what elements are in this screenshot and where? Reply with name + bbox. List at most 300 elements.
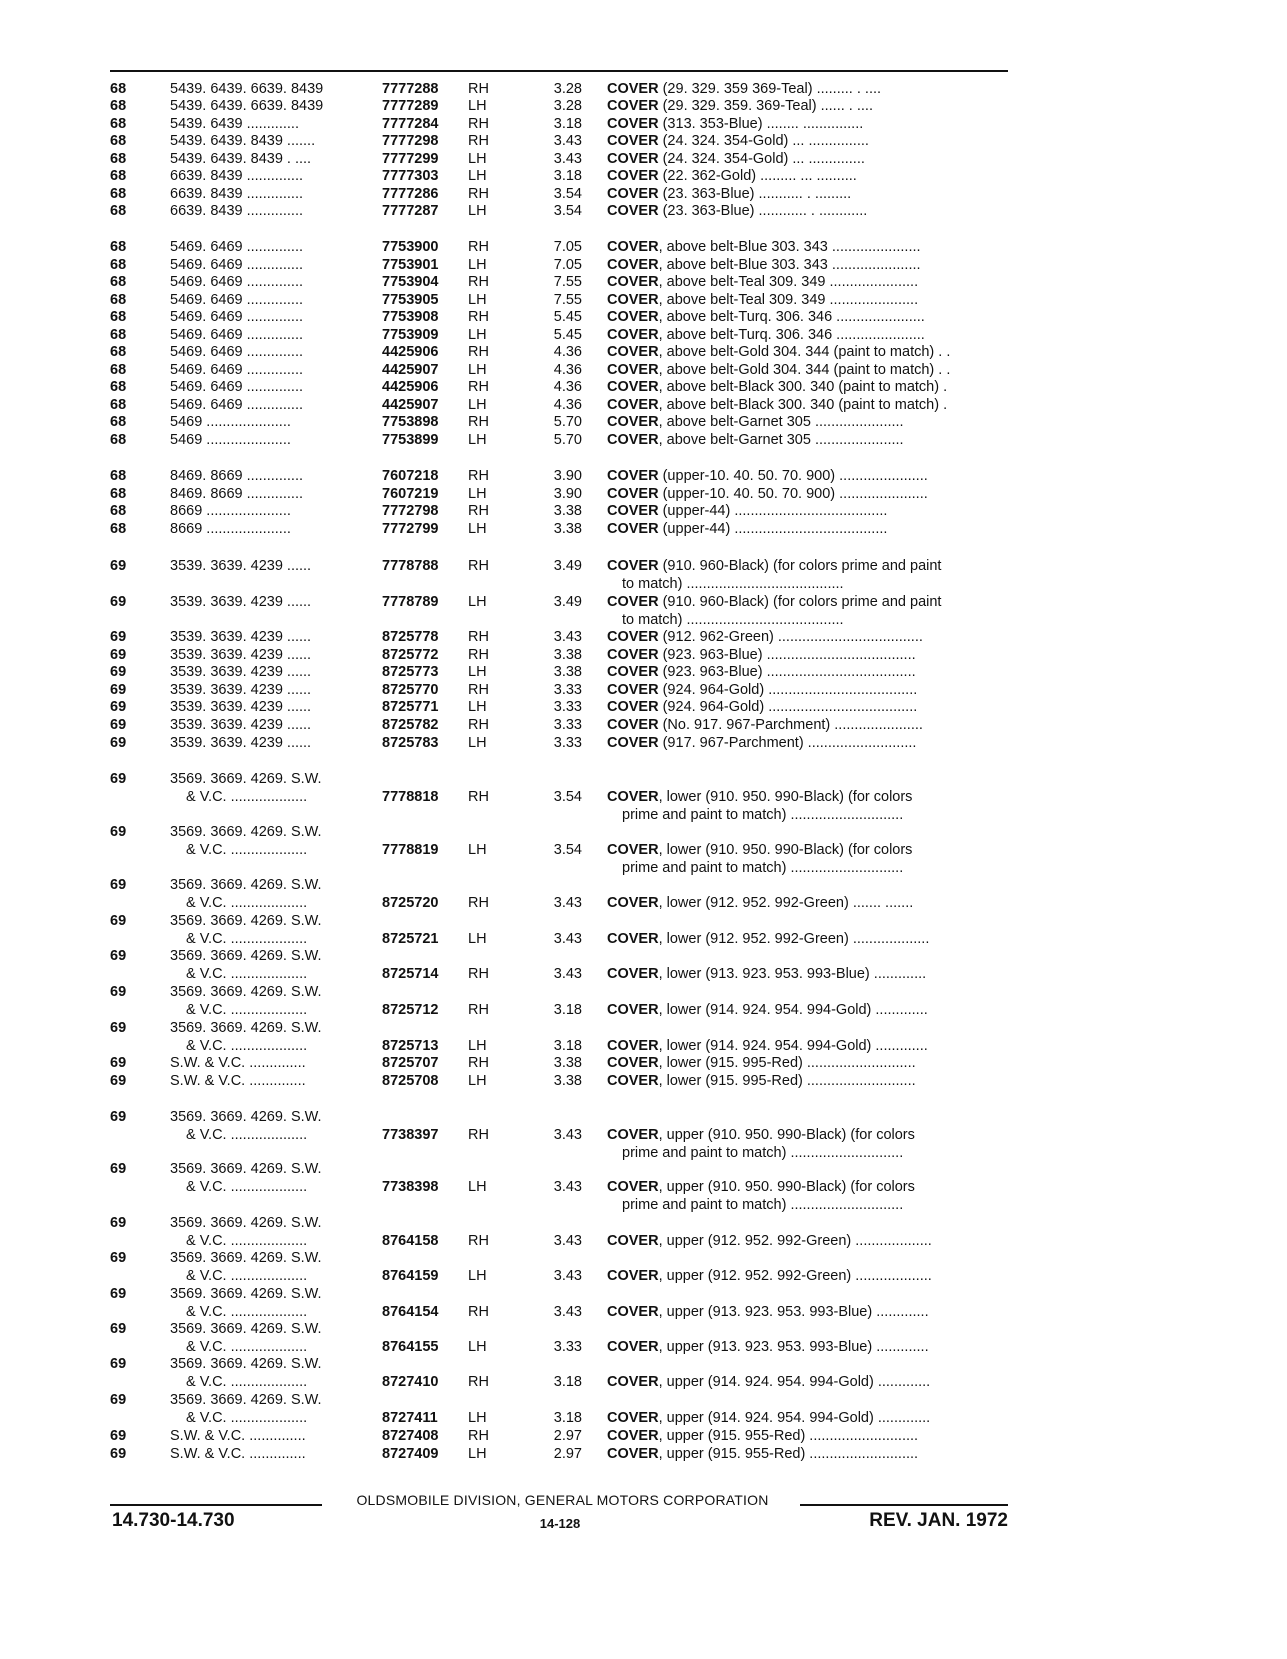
side-indicator: RH (468, 717, 489, 733)
description-text: , upper (915. 955-Red) ........................... (658, 1446, 919, 1462)
list-price: 3.43 (553, 133, 582, 149)
part-description (607, 698, 1009, 716)
description-text: (29. 329. 359 369-Teal) ......... . .... (658, 81, 882, 97)
list-price: 3.54 (553, 842, 582, 858)
description-continuation: to match) ....................................... (622, 612, 844, 628)
part-description (607, 1126, 1009, 1144)
part-keyword: COVER (607, 789, 659, 805)
table-row (0, 378, 1223, 396)
model-list-line1: 3569. 3669. 4269. S.W. (170, 913, 322, 929)
part-keyword: COVER (607, 344, 659, 360)
model-year: 69 (110, 647, 127, 663)
part-description (607, 132, 1009, 150)
part-number: 8725783 (382, 735, 439, 751)
table-row (0, 681, 1223, 699)
part-number: 8725721 (382, 931, 439, 947)
model-list-line1: 3569. 3669. 4269. S.W. (170, 1020, 322, 1036)
side-indicator: RH (468, 647, 489, 663)
side-indicator: LH (468, 521, 487, 537)
model-list-line1: 3569. 3669. 4269. S.W. (170, 1286, 322, 1302)
list-price: 3.43 (553, 895, 582, 911)
table-row (0, 115, 1223, 133)
part-number: 7777298 (382, 133, 439, 149)
part-description (607, 646, 1009, 664)
list-price: 3.33 (553, 699, 582, 715)
part-keyword: COVER (607, 594, 659, 610)
part-keyword: COVER (607, 521, 659, 537)
part-keyword: COVER (607, 503, 659, 519)
list-price: 3.54 (553, 186, 582, 202)
part-number: 7607218 (382, 468, 439, 484)
model-list: 5469. 6469 .............. (170, 257, 303, 273)
table-row (0, 361, 1223, 379)
model-year: 69 (110, 913, 127, 929)
part-number: 8727410 (382, 1374, 439, 1390)
part-keyword: COVER (607, 1268, 659, 1284)
model-list: 3539. 3639. 4239 ...... (170, 717, 312, 733)
part-keyword: COVER (607, 203, 659, 219)
description-text: (923. 963-Blue) ..................................... (658, 664, 916, 680)
description-text: , above belt-Black 300. 340 (paint to match) . (658, 397, 948, 413)
model-list: 5469. 6469 .............. (170, 344, 303, 360)
part-description (607, 1178, 1009, 1196)
part-keyword: COVER (607, 397, 659, 413)
model-list: & V.C. ................... (186, 1374, 308, 1390)
part-keyword: COVER (607, 1428, 659, 1444)
model-year: 69 (110, 984, 127, 1000)
model-year: 69 (110, 735, 127, 751)
table-row (0, 326, 1223, 344)
part-description (607, 1303, 1009, 1321)
part-keyword: COVER (607, 1038, 659, 1054)
table-row (0, 698, 1223, 716)
part-number: 7753908 (382, 309, 439, 325)
description-text: , above belt-Gold 304. 344 (paint to match) . . (658, 362, 951, 378)
side-indicator: RH (468, 1304, 489, 1320)
side-indicator: LH (468, 842, 487, 858)
part-number: 7753901 (382, 257, 439, 273)
description-text: (924. 964-Gold) ..................................... (658, 699, 918, 715)
list-price: 3.38 (553, 1055, 582, 1071)
model-list-line1: 3569. 3669. 4269. S.W. (170, 1215, 322, 1231)
description-continuation: prime and paint to match) ............................ (622, 1145, 904, 1161)
part-keyword: COVER (607, 1073, 659, 1089)
footer-rule-right (800, 1504, 1008, 1506)
model-year: 69 (110, 1321, 127, 1337)
part-number: 8725773 (382, 664, 439, 680)
part-description (607, 557, 1009, 575)
footer-section-number: 14.730-14.730 (112, 1510, 235, 1531)
model-list: 3539. 3639. 4239 ...... (170, 735, 312, 751)
list-price: 4.36 (553, 379, 582, 395)
list-price: 3.43 (553, 1233, 582, 1249)
model-list: 5469. 6469 .............. (170, 239, 303, 255)
model-year: 68 (110, 362, 127, 378)
part-keyword: COVER (607, 1339, 659, 1355)
model-year: 68 (110, 274, 127, 290)
description-text: , lower (913. 923. 953. 993-Blue) ............. (658, 966, 927, 982)
table-row (0, 1249, 1223, 1285)
description-continuation: prime and paint to match) ............................ (622, 807, 904, 823)
side-indicator: RH (468, 966, 489, 982)
table-row (0, 238, 1223, 256)
table-row (0, 823, 1223, 876)
model-year: 69 (110, 1286, 127, 1302)
model-list: 6639. 8439 .............. (170, 168, 303, 184)
model-list: 3539. 3639. 4239 ...... (170, 594, 312, 610)
part-number: 8725708 (382, 1073, 439, 1089)
part-number: 8725782 (382, 717, 439, 733)
list-price: 3.43 (553, 151, 582, 167)
side-indicator: LH (468, 931, 487, 947)
side-indicator: RH (468, 895, 489, 911)
list-price: 3.33 (553, 735, 582, 751)
list-price: 2.97 (553, 1446, 582, 1462)
model-list: 5469. 6469 .............. (170, 362, 303, 378)
list-price: 3.43 (553, 1268, 582, 1284)
model-list: 3539. 3639. 4239 ...... (170, 682, 312, 698)
side-indicator: RH (468, 1374, 489, 1390)
description-text: , above belt-Black 300. 340 (paint to match) . (658, 379, 948, 395)
side-indicator: RH (468, 1055, 489, 1071)
part-number: 7753899 (382, 432, 439, 448)
description-text: , upper (910. 950. 990-Black) (for colors (658, 1179, 915, 1195)
table-row (0, 1160, 1223, 1213)
part-number: 8725770 (382, 682, 439, 698)
part-description (607, 520, 1009, 538)
model-list: 3539. 3639. 4239 ...... (170, 699, 312, 715)
part-number: 7753904 (382, 274, 439, 290)
side-indicator: LH (468, 432, 487, 448)
description-text: (upper-44) ...................................... (658, 521, 888, 537)
description-text: , upper (912. 952. 992-Green) ................... (658, 1233, 932, 1249)
table-row (0, 1445, 1223, 1463)
part-description (607, 1232, 1009, 1250)
part-description (607, 202, 1009, 220)
description-text: (upper-10. 40. 50. 70. 900) ...................... (658, 486, 928, 502)
description-text: , above belt-Turq. 306. 346 ...................... (658, 327, 925, 343)
part-keyword: COVER (607, 966, 659, 982)
list-price: 3.43 (553, 1304, 582, 1320)
description-text: (923. 963-Blue) ..................................... (658, 647, 916, 663)
part-description (607, 1445, 1009, 1463)
description-text: (29. 329. 359. 369-Teal) ...... . .... (658, 98, 873, 114)
table-row (0, 947, 1223, 983)
table-row (0, 628, 1223, 646)
side-indicator: RH (468, 133, 489, 149)
side-indicator: LH (468, 168, 487, 184)
part-number: 7777286 (382, 186, 439, 202)
part-number: 7777287 (382, 203, 439, 219)
list-price: 3.43 (553, 629, 582, 645)
model-list: & V.C. ................... (186, 1304, 308, 1320)
part-description (607, 343, 1009, 361)
part-keyword: COVER (607, 1233, 659, 1249)
model-year: 68 (110, 203, 127, 219)
side-indicator: LH (468, 1268, 487, 1284)
side-indicator: RH (468, 789, 489, 805)
table-row (0, 1054, 1223, 1072)
part-number: 7778789 (382, 594, 439, 610)
table-row (0, 202, 1223, 220)
part-description (607, 431, 1009, 449)
description-text: , above belt-Blue 303. 343 ...................... (658, 239, 921, 255)
side-indicator: RH (468, 186, 489, 202)
part-number: 7778788 (382, 558, 439, 574)
part-keyword: COVER (607, 257, 659, 273)
model-year: 68 (110, 344, 127, 360)
part-keyword: COVER (607, 699, 659, 715)
model-list-line1: 3569. 3669. 4269. S.W. (170, 984, 322, 1000)
part-number: 8725720 (382, 895, 439, 911)
part-number: 4425906 (382, 344, 439, 360)
model-list-line1: 3569. 3669. 4269. S.W. (170, 948, 322, 964)
part-number: 7753898 (382, 414, 439, 430)
part-keyword: COVER (607, 895, 659, 911)
part-number: 7778818 (382, 789, 439, 805)
description-text: , above belt-Garnet 305 ...................... (658, 432, 904, 448)
list-price: 3.49 (553, 594, 582, 610)
model-year: 68 (110, 133, 127, 149)
part-number: 8725778 (382, 629, 439, 645)
model-year: 68 (110, 151, 127, 167)
model-year: 69 (110, 771, 127, 787)
part-description (607, 256, 1009, 274)
table-row (0, 273, 1223, 291)
part-keyword: COVER (607, 116, 659, 132)
part-keyword: COVER (607, 292, 659, 308)
model-year: 69 (110, 699, 127, 715)
model-list: 5469 ..................... (170, 432, 291, 448)
description-text: (23. 363-Blue) ........... . ......... (658, 186, 852, 202)
list-price: 3.54 (553, 789, 582, 805)
side-indicator: LH (468, 699, 487, 715)
model-list: & V.C. ................... (186, 1179, 308, 1195)
part-description (607, 238, 1009, 256)
list-price: 3.90 (553, 486, 582, 502)
description-text: , upper (915. 955-Red) ........................... (658, 1428, 919, 1444)
table-row (0, 185, 1223, 203)
table-row (0, 593, 1223, 628)
side-indicator: RH (468, 682, 489, 698)
part-keyword: COVER (607, 931, 659, 947)
part-keyword: COVER (607, 133, 659, 149)
part-number: 7738398 (382, 1179, 439, 1195)
list-price: 3.38 (553, 503, 582, 519)
description-text: (910. 960-Black) (for colors prime and paint (658, 558, 942, 574)
model-year: 69 (110, 629, 127, 645)
description-text: , above belt-Turq. 306. 346 ...................... (658, 309, 925, 325)
list-price: 3.43 (553, 1127, 582, 1143)
part-number: 7777303 (382, 168, 439, 184)
footer-rule-left (110, 1504, 322, 1506)
table-row (0, 876, 1223, 912)
side-indicator: RH (468, 468, 489, 484)
description-text: (917. 967-Parchment) ........................... (658, 735, 917, 751)
part-number: 8725714 (382, 966, 439, 982)
description-text: , lower (914. 924. 954. 994-Gold) ............. (658, 1002, 928, 1018)
model-list: 5469. 6469 .............. (170, 309, 303, 325)
part-number: 7607219 (382, 486, 439, 502)
part-keyword: COVER (607, 1179, 659, 1195)
table-row (0, 1019, 1223, 1055)
list-price: 4.36 (553, 362, 582, 378)
part-keyword: COVER (607, 647, 659, 663)
model-list: & V.C. ................... (186, 1038, 308, 1054)
part-description (607, 930, 1009, 948)
part-number: 8725712 (382, 1002, 439, 1018)
side-indicator: LH (468, 1339, 487, 1355)
part-description (607, 502, 1009, 520)
part-keyword: COVER (607, 151, 659, 167)
model-year: 68 (110, 257, 127, 273)
model-list: 5469 ..................... (170, 414, 291, 430)
part-number: 7753909 (382, 327, 439, 343)
part-number: 7777299 (382, 151, 439, 167)
model-year: 68 (110, 98, 127, 114)
part-description (607, 396, 1009, 414)
part-description (607, 80, 1009, 98)
part-description (607, 150, 1009, 168)
table-row (0, 80, 1223, 98)
part-number: 7753900 (382, 239, 439, 255)
model-list: & V.C. ................... (186, 1127, 308, 1143)
model-list: 3539. 3639. 4239 ...... (170, 629, 312, 645)
description-text: (23. 363-Blue) ............ . ............ (658, 203, 868, 219)
list-price: 3.38 (553, 521, 582, 537)
part-keyword: COVER (607, 1002, 659, 1018)
list-price: 4.36 (553, 397, 582, 413)
description-continuation: to match) ....................................... (622, 576, 844, 592)
list-price: 3.90 (553, 468, 582, 484)
side-indicator: RH (468, 274, 489, 290)
list-price: 5.45 (553, 327, 582, 343)
part-number: 8764154 (382, 1304, 439, 1320)
model-list: & V.C. ................... (186, 966, 308, 982)
description-text: , above belt-Garnet 305 ...................... (658, 414, 904, 430)
side-indicator: RH (468, 81, 489, 97)
model-list: 5469. 6469 .............. (170, 274, 303, 290)
part-description (607, 167, 1009, 185)
table-row (0, 1391, 1223, 1427)
part-description (607, 1054, 1009, 1072)
part-number: 4425907 (382, 397, 439, 413)
table-row (0, 291, 1223, 309)
model-list: & V.C. ................... (186, 1268, 308, 1284)
part-keyword: COVER (607, 309, 659, 325)
part-number: 7777288 (382, 81, 439, 97)
description-text: , lower (915. 995-Red) ........................... (658, 1073, 916, 1089)
part-number: 8727408 (382, 1428, 439, 1444)
table-row (0, 413, 1223, 431)
list-price: 7.05 (553, 257, 582, 273)
side-indicator: LH (468, 1073, 487, 1089)
description-text: , lower (914. 924. 954. 994-Gold) ............. (658, 1038, 928, 1054)
list-price: 4.36 (553, 344, 582, 360)
model-year: 68 (110, 379, 127, 395)
part-description (607, 716, 1009, 734)
part-keyword: COVER (607, 468, 659, 484)
list-price: 3.18 (553, 116, 582, 132)
list-price: 3.28 (553, 81, 582, 97)
part-description (607, 734, 1009, 752)
model-year: 69 (110, 824, 127, 840)
model-year: 68 (110, 168, 127, 184)
part-number: 4425906 (382, 379, 439, 395)
description-text: , upper (910. 950. 990-Black) (for colors (658, 1127, 915, 1143)
model-year: 69 (110, 1161, 127, 1177)
side-indicator: RH (468, 414, 489, 430)
table-row (0, 1320, 1223, 1356)
model-year: 69 (110, 948, 127, 964)
part-number: 7777284 (382, 116, 439, 132)
model-list-line1: 3569. 3669. 4269. S.W. (170, 877, 322, 893)
side-indicator: RH (468, 558, 489, 574)
list-price: 3.38 (553, 664, 582, 680)
description-text: , upper (914. 924. 954. 994-Gold) ............. (658, 1374, 931, 1390)
list-price: 3.18 (553, 1410, 582, 1426)
model-list: 3539. 3639. 4239 ...... (170, 647, 312, 663)
side-indicator: RH (468, 1002, 489, 1018)
part-description (607, 97, 1009, 115)
description-text: , upper (913. 923. 953. 993-Blue) ............. (658, 1304, 929, 1320)
part-description (607, 593, 1009, 611)
table-row (0, 734, 1223, 752)
part-keyword: COVER (607, 682, 659, 698)
model-list: S.W. & V.C. .............. (170, 1073, 306, 1089)
description-text: (24. 324. 354-Gold) ... ............... (658, 133, 869, 149)
model-year: 68 (110, 116, 127, 132)
model-year: 68 (110, 81, 127, 97)
part-number: 4425907 (382, 362, 439, 378)
list-price: 5.70 (553, 432, 582, 448)
part-number: 7738397 (382, 1127, 439, 1143)
model-list-line1: 3569. 3669. 4269. S.W. (170, 771, 322, 787)
part-description (607, 1427, 1009, 1445)
part-keyword: COVER (607, 362, 659, 378)
side-indicator: RH (468, 116, 489, 132)
model-year: 69 (110, 1109, 127, 1125)
model-year: 69 (110, 1055, 127, 1071)
side-indicator: LH (468, 203, 487, 219)
part-keyword: COVER (607, 717, 659, 733)
model-list: S.W. & V.C. .............. (170, 1428, 306, 1444)
model-year: 68 (110, 186, 127, 202)
table-row (0, 520, 1223, 538)
model-list: & V.C. ................... (186, 1410, 308, 1426)
description-text: (910. 960-Black) (for colors prime and paint (658, 594, 942, 610)
list-price: 3.28 (553, 98, 582, 114)
description-text: (upper-44) ...................................... (658, 503, 888, 519)
side-indicator: LH (468, 327, 487, 343)
part-keyword: COVER (607, 1410, 659, 1426)
list-price: 3.43 (553, 931, 582, 947)
part-number: 8725771 (382, 699, 439, 715)
description-text: (924. 964-Gold) ..................................... (658, 682, 918, 698)
description-text: , upper (913. 923. 953. 993-Blue) ............. (658, 1339, 929, 1355)
table-row (0, 912, 1223, 948)
side-indicator: RH (468, 1233, 489, 1249)
description-text: , above belt-Gold 304. 344 (paint to match) . . (658, 344, 951, 360)
model-year: 69 (110, 558, 127, 574)
part-number: 8764155 (382, 1339, 439, 1355)
model-list: 5469. 6469 .............. (170, 292, 303, 308)
part-description (607, 1373, 1009, 1391)
part-keyword: COVER (607, 168, 659, 184)
description-text: , upper (914. 924. 954. 994-Gold) ............. (658, 1410, 931, 1426)
table-row (0, 557, 1223, 592)
model-list: & V.C. ................... (186, 1339, 308, 1355)
